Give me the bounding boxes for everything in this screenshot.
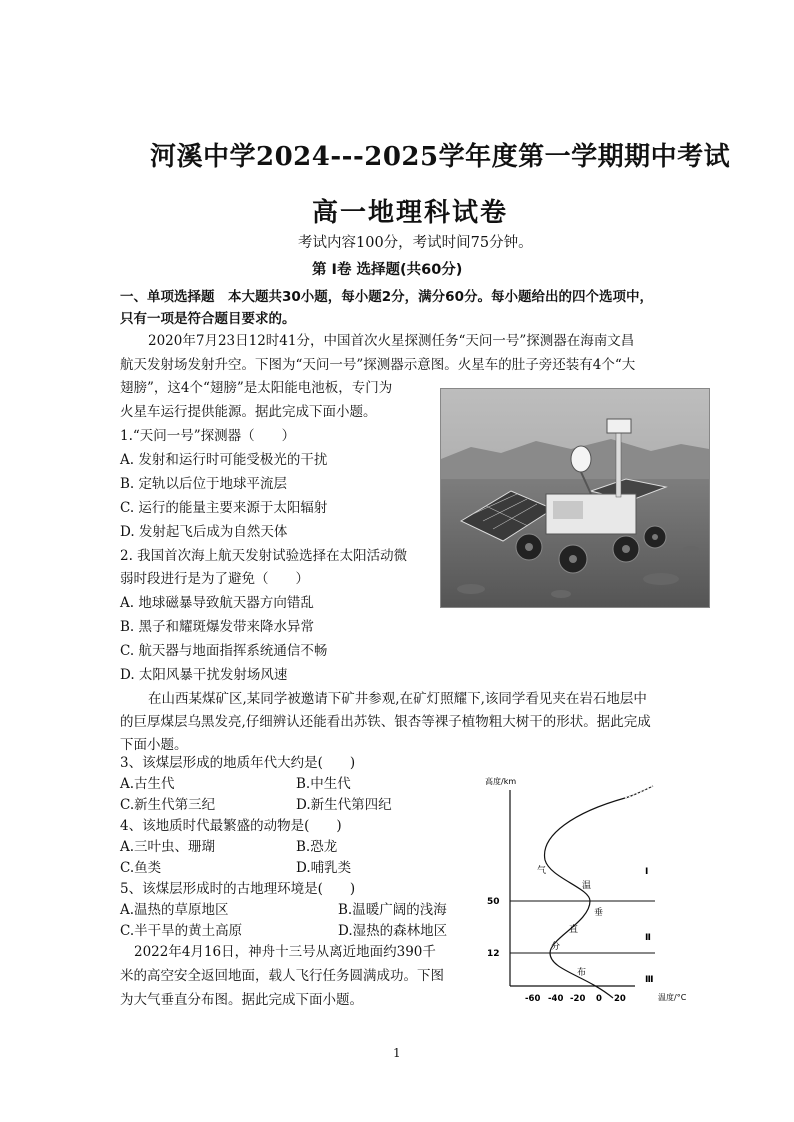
q4-option-b: B.恐龙 [296, 839, 338, 855]
layer-label-1: Ⅰ [645, 867, 649, 877]
x-tick-neg20: -20 [570, 994, 586, 1004]
passage2-line3: 下面小题。 [120, 737, 188, 753]
x-tick-0: 0 [596, 994, 602, 1004]
q1-option-a: A. 发射和运行时可能受极光的干扰 [120, 452, 328, 468]
q2-option-d: D. 太阳风暴干扰发射场风速 [120, 667, 288, 683]
q2-option-a: A. 地球磁暴导致航天器方向错乱 [120, 595, 314, 611]
passage1-line1: 2020年7月23日12时41分，中国首次火星探测任务“天问一号”探测器在海南文昌 [148, 333, 635, 349]
q4-option-a: A.三叶虫、珊瑚 [120, 839, 216, 855]
passage2-line2: 的巨厚煤层乌黑发亮,仔细辨认还能看出苏铁、银杏等裸子植物粗大树干的形状。据此完成 [120, 714, 651, 730]
q5-option-d: D.湿热的森林地区 [338, 923, 448, 939]
curve-label-char-6: 布 [577, 968, 587, 978]
curve-label-char-3: 垂 [594, 908, 604, 918]
q5-option-c: C.半干旱的黄土高原 [120, 923, 243, 939]
temperature-curve [545, 786, 653, 998]
q3-option-a: A.古生代 [120, 776, 175, 792]
rover-illustration [441, 389, 709, 607]
layer-label-2: Ⅱ [645, 933, 651, 943]
section-title: 第 Ⅰ卷 选择题(共60分) [312, 262, 463, 278]
x-tick-20: 20 [614, 994, 626, 1004]
q3-option-c: C.新生代第三纪 [120, 797, 216, 813]
q1-option-b: B. 定轨以后位于地球平流层 [120, 476, 288, 492]
q5-option-b: B.温暖广阔的浅海 [338, 902, 447, 918]
q2-option-b: B. 黑子和耀斑爆发带来降水异常 [120, 619, 315, 635]
q3-option-b: B.中生代 [296, 776, 351, 792]
passage3-line2: 米的高空安全返回地面，载人飞行任务圆满成功。下图 [120, 968, 444, 984]
passage1-line3: 翅膀”，这4个“翅膀”是太阳能电池板，专门为 [120, 380, 393, 396]
page-number: 1 [393, 1046, 401, 1060]
q5-option-a: A.温热的草原地区 [120, 902, 229, 918]
passage1-line4: 火星车运行提供能源。据此完成下面小题。 [120, 404, 377, 420]
curve-label-char-5: 分 [551, 942, 561, 952]
x-tick-neg40: -40 [548, 994, 564, 1004]
q1-option-d: D. 发射起飞后成为自然天体 [120, 524, 288, 540]
q3-option-d: D.新生代第四纪 [296, 797, 392, 813]
y-tick-50: 50 [487, 897, 500, 907]
curve-label-char-2: 温 [582, 881, 592, 891]
passage1-line2: 航天发射场发射升空。下图为“天问一号”探测器示意图。火星车的肚子旁还装有4个“大 [120, 357, 636, 373]
y-axis-label: 高度/km [485, 777, 517, 786]
section1-line2: 只有一项是符合题目要求的。 [120, 311, 296, 327]
passage3-line3: 为大气垂直分布图。据此完成下面小题。 [120, 992, 363, 1008]
exam-title: 河溪中学2024---2025学年度第一学期期中考试 [150, 142, 731, 172]
q4-option-d: D.哺乳类 [296, 860, 352, 876]
passage2-line1: 在山西某煤矿区,某同学被邀请下矿井参观,在矿灯照耀下,该同学看见夹在岩石地层中 [148, 691, 647, 707]
exam-subtitle: 高一地理科试卷 [312, 198, 509, 228]
q1-option-c: C. 运行的能量主要来源于太阳辐射 [120, 500, 328, 516]
q2-stem-line2: 弱时段进行是为了避免（ ） [120, 571, 309, 587]
x-axis-label: 温度/°C [658, 993, 687, 1002]
atmosphere-chart [485, 770, 715, 1010]
section1-line1: 一、单项选择题 本大题共30小题，每小题2分，满分60分。每小题给出的四个选项中， [120, 289, 653, 305]
curve-label-char-1: 气 [537, 866, 547, 876]
mars-rover-photo [440, 388, 710, 608]
y-tick-12: 12 [487, 949, 500, 959]
q4-option-c: C.鱼类 [120, 860, 162, 876]
q2-stem-line1: 2. 我国首次海上航天发射试验选择在太阳活动微 [120, 548, 408, 564]
q5-stem: 5、该煤层形成时的古地理环境是( ) [120, 881, 356, 897]
exam-info: 考试内容100分，考试时间75分钟。 [298, 235, 533, 251]
q4-stem: 4、该地质时代最繁盛的动物是( ) [120, 818, 342, 834]
q1-stem: 1.“天问一号”探测器（ ） [120, 428, 296, 444]
curve-label-char-4: 直 [569, 925, 579, 935]
passage3-line1: 2022年4月16日，神舟十三号从离近地面约390千 [134, 944, 436, 960]
q2-option-c: C. 航天器与地面指挥系统通信不畅 [120, 643, 328, 659]
q3-stem: 3、该煤层形成的地质年代大约是( ) [120, 755, 356, 771]
layer-label-3: Ⅲ [645, 975, 654, 985]
x-tick-neg60: -60 [525, 994, 541, 1004]
